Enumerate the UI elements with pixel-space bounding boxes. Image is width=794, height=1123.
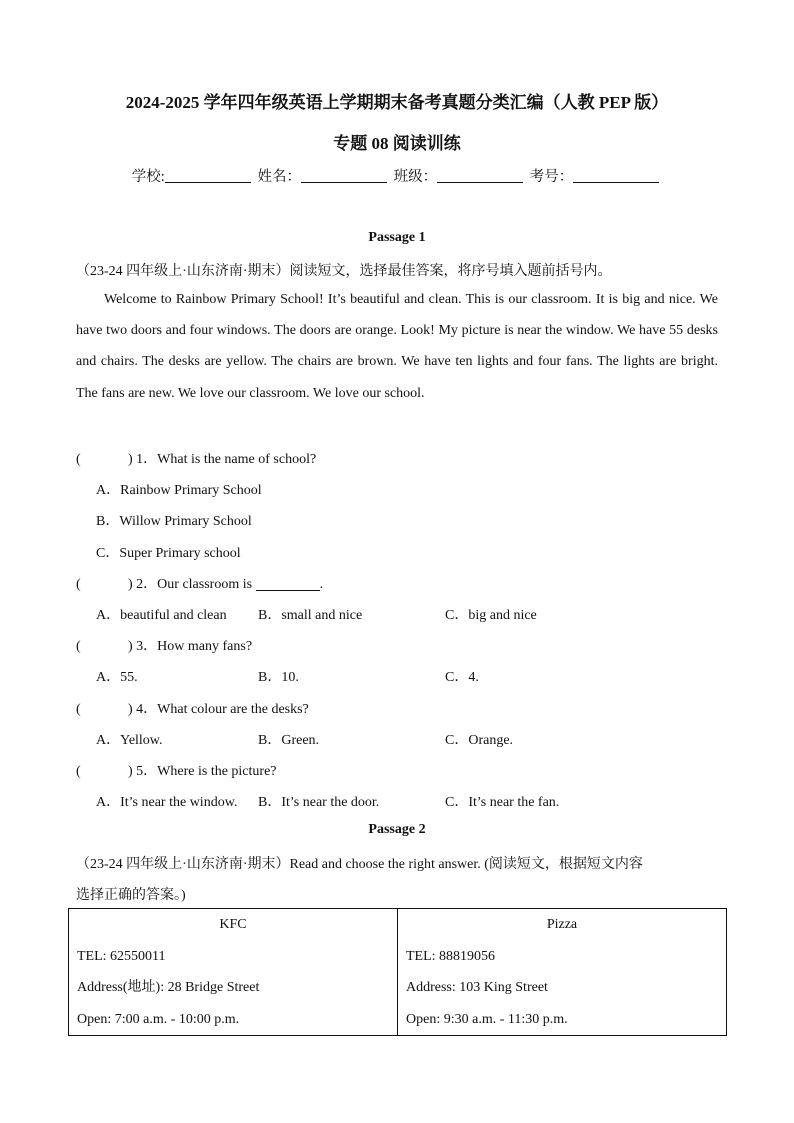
question-1-stem: 1．What is the name of school? xyxy=(136,452,317,467)
kfc-tel: TEL: 62550011 xyxy=(77,948,166,964)
name-blank[interactable] xyxy=(301,168,387,183)
q3-option-c: C．4. xyxy=(445,670,479,685)
class-blank[interactable] xyxy=(437,168,523,183)
question-5-stem: 5．Where is the picture? xyxy=(136,764,277,779)
q4-option-a: A．Yellow. xyxy=(96,733,163,748)
q1-option-c: C．Super Primary school xyxy=(96,546,241,561)
name-label: 姓名： xyxy=(257,169,301,185)
passage1-title: Passage 1 xyxy=(368,230,426,245)
passage2-title: Passage 2 xyxy=(368,822,426,837)
question-2: ( ) 2．Our classroom is . xyxy=(76,577,324,592)
question-1: ( ) 1．What is the name of school? xyxy=(76,452,317,467)
question-4-stem: 4．What colour are the desks? xyxy=(136,702,309,717)
kfc-open: Open: 7:00 a.m. - 10:00 p.m. xyxy=(77,1011,240,1027)
question-4: ( ) 4．What colour are the desks? xyxy=(76,702,309,717)
fill-in-blank[interactable] xyxy=(256,576,320,591)
kfc-address: Address(地址): 28 Bridge Street xyxy=(77,980,260,995)
q5-option-b: B．It’s near the door. xyxy=(258,795,380,810)
q5-option-a: A．It’s near the window. xyxy=(96,795,238,810)
document-subtitle: 专题 08 阅读训练 xyxy=(333,134,461,153)
answer-bracket-3[interactable]: ( xyxy=(76,639,81,654)
number-blank[interactable] xyxy=(573,168,659,183)
question-5: ( ) 5．Where is the picture? xyxy=(76,764,277,779)
q5-option-c: C．It’s near the fan. xyxy=(445,795,560,810)
number-label: 考号： xyxy=(529,169,574,185)
school-blank[interactable] xyxy=(165,168,251,183)
pizza-cell xyxy=(398,909,727,1036)
passage1-instruction: （23-24 四年级上·山东济南·期末）阅读短文，选择最佳答案，将序号填入题前括号内。 xyxy=(76,264,612,279)
school-label: 学校: xyxy=(131,169,165,185)
q2-option-b: B．small and nice xyxy=(258,608,363,623)
question-2-stem: 2．Our classroom is xyxy=(136,577,253,592)
q4-option-b: B．Green. xyxy=(258,733,320,748)
q3-option-b: B．10. xyxy=(258,670,299,685)
passage1-body: Welcome to Rainbow Primary School! It’s beautiful and clean. This is our classroom. It is big and nice. We have two doors and four windows. The doors are orange. Look! My picture is near the window. We have 55 desks and chairs. The desks are yellow. The chairs are brown. We have ten lights and four fans. The lights are bright. The fans are new. We love our classroom. We love our school. xyxy=(76,292,718,401)
answer-bracket-2[interactable]: ( xyxy=(76,577,81,592)
kfc-cell xyxy=(69,909,398,1036)
q2-option-a: A．beautiful and clean xyxy=(96,608,227,623)
pizza-address: Address: 103 King Street xyxy=(406,980,548,995)
q4-option-c: C．Orange. xyxy=(445,733,514,748)
restaurant-info-table xyxy=(68,908,727,1036)
answer-bracket-5[interactable]: ( xyxy=(76,764,81,779)
document-title: 2024-2025 学年四年级英语上学期期末备考真题分类汇编（人教 PEP 版） xyxy=(125,93,669,112)
q3-option-a: A．55. xyxy=(96,670,138,685)
answer-bracket-4[interactable]: ( xyxy=(76,702,81,717)
pizza-name: Pizza xyxy=(546,917,578,932)
answer-bracket-1[interactable]: ( xyxy=(76,452,81,467)
passage1-text xyxy=(76,284,718,409)
student-info-row xyxy=(0,165,794,186)
q1-option-a: A．Rainbow Primary School xyxy=(96,483,262,498)
pizza-tel: TEL: 88819056 xyxy=(406,948,496,964)
passage2-instruction-line1: （23-24 四年级上·山东济南·期末）Read and choose the right answer. (阅读短文，根据短文内容 xyxy=(76,857,643,872)
q2-option-c: C．big and nice xyxy=(445,608,537,623)
class-label: 班级： xyxy=(393,169,438,185)
pizza-open: Open: 9:30 a.m. - 11:30 p.m. xyxy=(406,1011,568,1027)
kfc-name: KFC xyxy=(219,917,247,932)
q1-option-b: B．Willow Primary School xyxy=(96,514,252,529)
passage2-instruction-line2: 选择正确的答案。) xyxy=(76,888,186,903)
question-3: ( ) 3．How many fans? xyxy=(76,639,253,654)
question-3-stem: 3．How many fans? xyxy=(136,639,253,654)
